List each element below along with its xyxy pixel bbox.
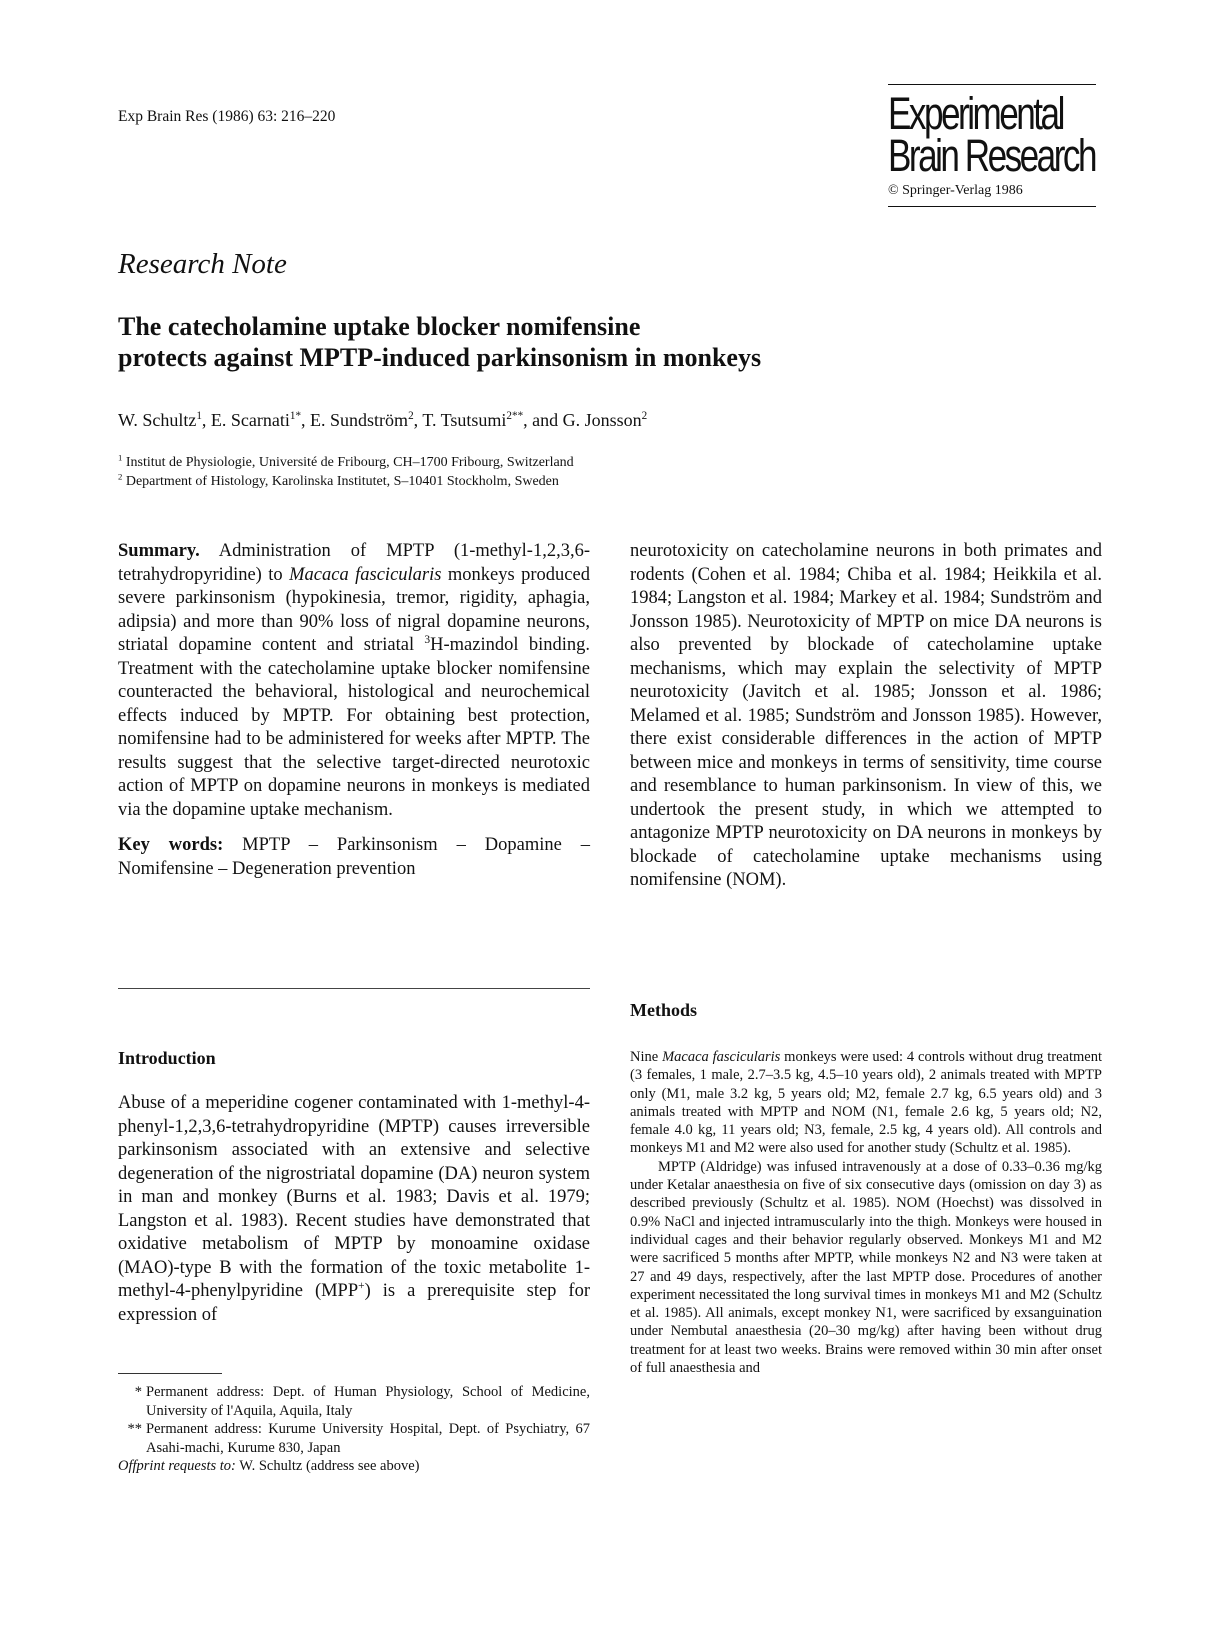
section-divider [118,988,590,989]
affiliation-item [118,453,574,472]
journal-name-line2: Brain Research [888,130,1095,181]
logo-bottom-rule [888,206,1096,207]
citation-line: Exp Brain Res (1986) 63: 216–220 [118,108,336,125]
journal-name-line1: Experimental [888,88,1063,139]
intro-text-part: ) is a prerequisite step for expression of [118,1281,590,1325]
journal-logo [888,84,1096,207]
author-name: T. Tsutsumi [422,410,507,430]
author-affil-mark: 1 [196,410,202,422]
author-name: W. Schultz [118,410,197,430]
author-separator: , [201,410,211,430]
species-name: Macaca fascicularis [289,564,442,585]
offprint-text: W. Schultz (address see above) [235,1458,420,1474]
keywords-label: Key words: [118,835,224,855]
footnotes [118,1383,590,1476]
introduction-heading: Introduction [118,1048,216,1068]
author-separator: , [413,410,423,430]
methods-heading: Methods [630,1000,697,1020]
footnote-item [118,1420,590,1457]
author-separator: , [301,410,311,430]
author-affil-mark: 2** [506,410,524,422]
author-name: E. Scarnati [210,410,290,430]
methods-text-part: Nine [630,1049,663,1065]
summary-text: Administration of MPTP (1-methyl-1,2,3,6-tetrahydropyridine) to [118,541,590,585]
keywords-text: MPTP – Parkinsonism – Dopamine – Nomifensine – Degeneration prevention [118,835,590,879]
affiliation-item [118,472,574,491]
methods-text-part: monkeys were used: 4 controls without drug treatment (3 females, 1 male, 2.7–3.5 kg, 4.5–10 years old), 2 animals treated with MPTP only (M1, male 3.2 kg, 5 years old; M2, female 2.7 kg, 6.5 years old) and 3 animals treated with MPTP and NOM (N1, female 2.6 kg, 5 years old; N2, female 4.0 kg, 11 years old; N3, female, 2.5 kg, 4 years old). All controls and monkeys M1 and M2 were also used for another study (Schultz et al. 1985). [630,1049,1102,1157]
intro-text-part: Abuse of a meperidine cogener contaminated with 1-methyl-4-phenyl-1,2,3,6-tetrahydropyridine (MPTP) causes irreversible parkinsonism associated with an extensive and selective degeneration of the nigrostriatal dopamine (DA) neuron system in man and monkey (Burns et al. 1983; Davis et al. 1979; Langston et al. 1983). Recent studies have demonstrated that oxidative metabolism of MPTP by monoamine oxidase (MAO)-type B with the formation of the toxic metabolite 1-methyl-4-phenylpyridine (MPP [118,1093,590,1301]
methods-text [630,1048,1102,1377]
title-line-2: protects against MPTP-induced parkinsonism in monkeys [118,343,762,372]
methods-paragraph-2: MPTP (Aldridge) was infused intravenously at a dose of 0.33–0.36 mg/kg under Ketalar anaesthesia on five of six consecutive days (omission on day 3) as described previously (Schultz et al. 1985). NOM (Hoechst) was dissolved in 0.9% NaCl and injected intramuscularly into the thigh. Monkeys were housed in individual cages and their behavior regularly observed. Monkeys M1 and M2 were sacrificed 5 months after MPTP, while monkeys N2 and N3 were taken at 27 and 49 days, respectively, after the last MPTP dose. Procedures of another experiment necessitated the long survival times in monkeys M1 and M2 (Schultz et al. 1985). All animals, except monkey N1, were sacrificed by exsanguination under Nembutal anaesthesia (20–30 mg/kg) after having been without drug treatment for at least two weeks. Brains were removed within 30 min after onset of full anaesthesia and [630,1158,1102,1377]
summary-text: monkeys produced severe parkinsonism (hypokinesia, tremor, rigidity, aphagia, adipsia) and more than 90% loss of nigral dopamine neurons, striatal dopamine content and striatal [118,564,590,655]
offprint-label: Offprint requests to: [118,1458,236,1474]
isotope-mark: 3 [424,633,431,646]
footnote-mark: ** [127,1421,142,1437]
introduction-text [118,1092,590,1327]
author-name: E. Sundström [310,410,409,430]
author-affil-mark: 2 [408,410,414,422]
logo-top-rule [888,84,1096,85]
affiliation-mark: 2 [118,471,123,482]
author-affil-mark: 2 [641,410,648,422]
offprint-line [118,1457,590,1476]
affiliations [118,453,574,491]
footnote-item [118,1383,590,1420]
methods-paragraph-1 [630,1048,1102,1158]
footnote-text: Permanent address: Kurume University Hospital, Dept. of Psychiatry, 67 Asahi-machi, Kurume 830, Japan [146,1421,590,1456]
charge-mark: + [358,1279,365,1292]
right-column-text: neurotoxicity on catecholamine neurons in both primates and rodents (Cohen et al. 1984; Chiba et al. 1984; Heikkila et al. 1984; Langston et al. 1984; Markey et al. 1984; Sundström and Jonsson 1985). Neurotoxicity of MPTP on mice DA neurons is also prevented by blockade of catecholamine uptake mechanisms, which may explain the selectivity of MPTP neurotoxicity (Javitch et al. 1985; Jonsson et al. 1986; Melamed et al. 1985; Sundström and Jonsson 1985). However, there exist considerable differences in the action of MPTP between mice and monkeys in terms of sensitivity, time course and resemblance to human parkinsonism. In view of this, we undertook the present study, in which we attempted to antagonize MPTP neurotoxicity on DA neurons in monkeys by blockade of catecholamine uptake mechanisms using nomifensine (NOM). [630,541,1102,890]
author-conjunction: and [532,410,563,430]
summary-label: Summary. [118,541,200,561]
summary-paragraph [118,540,590,822]
summary-text: H-mazindol binding. Treatment with the catecholamine uptake blocker nomifensine counteracted the behavioral, histological and neurochemical effects induced by MPTP. For obtaining best protection, nomifensine had to be administered for weeks after MPTP. The results suggest that the selective target-directed neurotoxic action of MPTP on dopamine neurons in monkeys is mediated via the dopamine uptake mechanism. [118,635,590,820]
author-list [118,410,647,431]
affiliation-text: Department of Histology, Karolinska Institutet, S–10401 Stockholm, Sweden [125,474,559,489]
author-affil-mark: 1* [289,410,302,422]
left-column [118,540,590,893]
affiliation-mark: 1 [118,452,123,463]
article-type: Research Note [118,248,287,280]
footnote-mark: * [134,1384,142,1400]
title-line-1: The catecholamine uptake blocker nomifensine [118,312,641,341]
affiliation-text: Institut de Physiologie, Université de Fribourg, CH–1700 Fribourg, Switzerland [125,455,574,470]
keywords-paragraph [118,834,590,881]
copyright: © Springer-Verlag 1986 [888,183,1023,198]
author-separator: , [523,410,533,430]
article-title [118,311,1018,373]
author-name: G. Jonsson [562,410,642,430]
species-name: Macaca fascicularis [662,1049,781,1065]
footnote-rule [118,1373,222,1374]
footnote-text: Permanent address: Dept. of Human Physiology, School of Medicine, University of l'Aquila, Aquila, Italy [146,1384,590,1419]
